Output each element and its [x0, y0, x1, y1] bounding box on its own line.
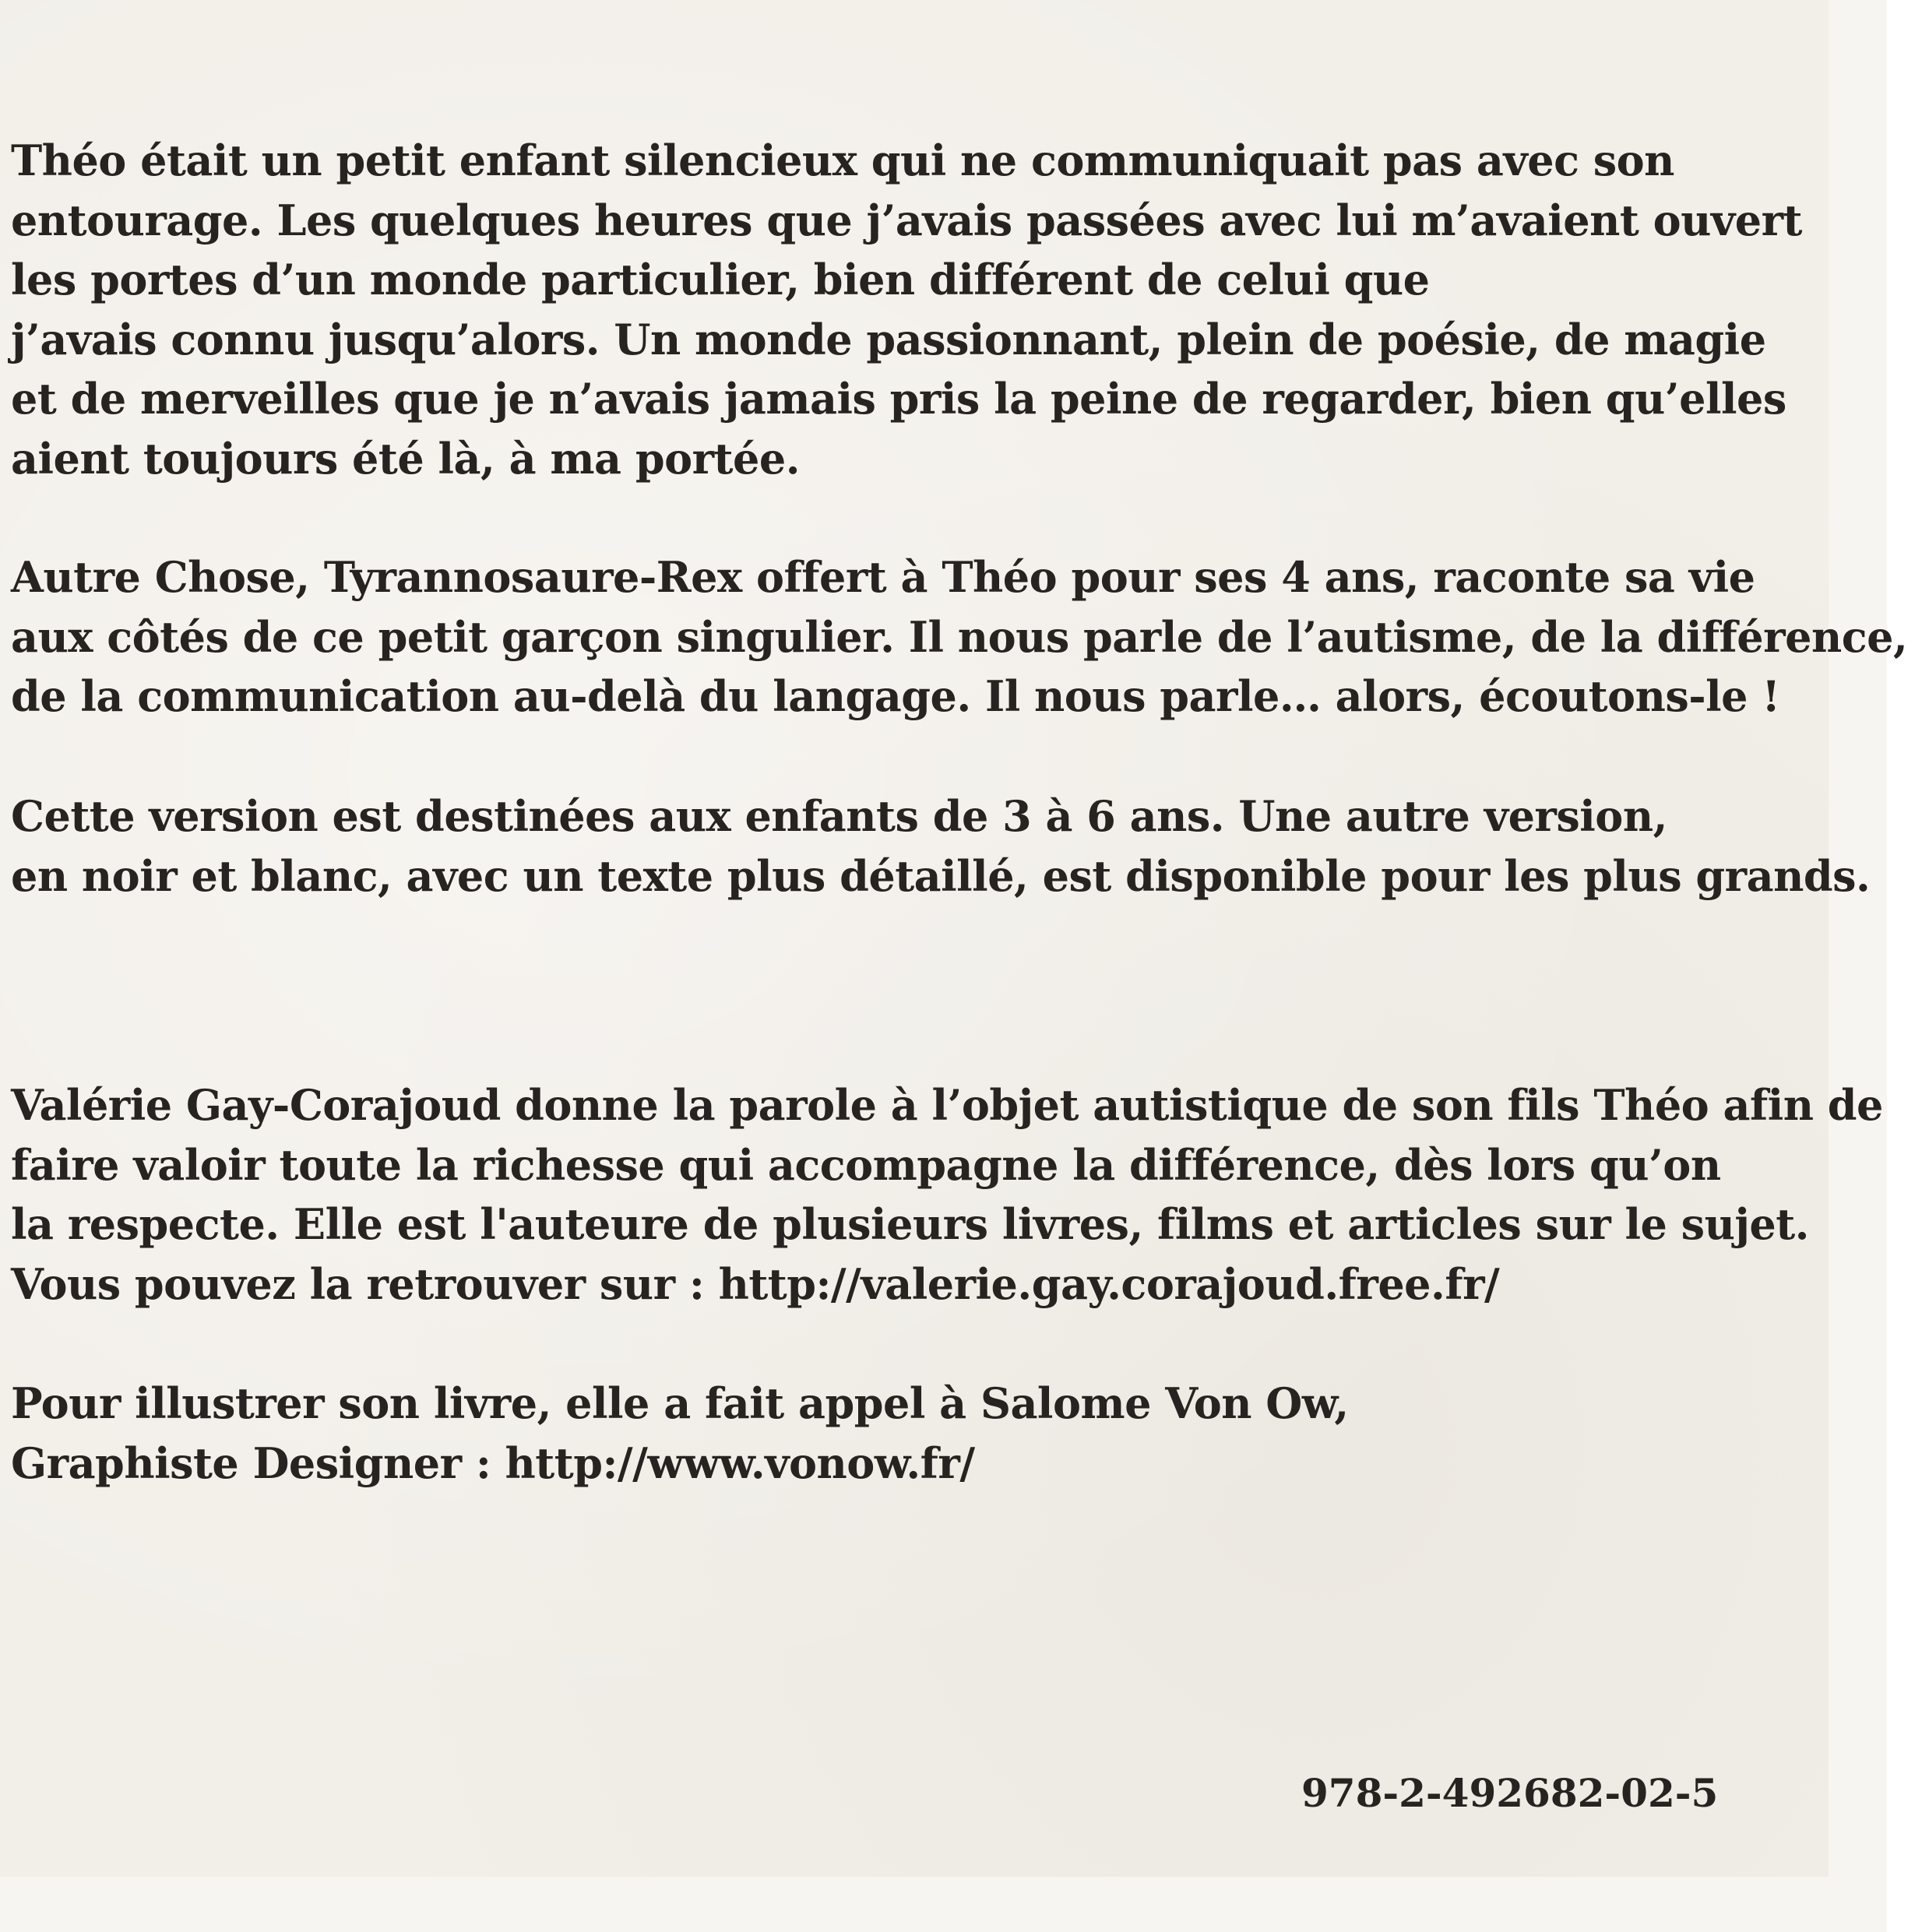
author-paragraph-illustrator: Pour illustrer son livre, elle a fait appel à Salome Von Ow, Graphiste Designer : http://www.vonow.fr/: [11, 1378, 1349, 1488]
blurb-paragraph-age-version: Cette version est destinées aux enfants de 3 à 6 ans. Une autre version, en noir et blanc, avec un texte plus détaillé, est disponible pour les plus grands.: [11, 791, 1871, 901]
author-paragraph-bio: Valérie Gay-Corajoud donne la parole à l’objet autistique de son fils Théo afin de faire valoir toute la richesse qui accompagne la différence, dès lors qu’on la respecte. Elle est l'auteure de plusieurs livres, films et articles sur le sujet. Vous pouvez la retrouver sur : http://valerie.gay.corajoud.free.fr/: [11, 1080, 1883, 1309]
page-edge-right: [1829, 0, 1887, 1932]
blurb-paragraph-story-intro: Théo était un petit enfant silencieux qui ne communiquait pas avec son entourage. Les quelques heures que j’avais passées avec lui m’avaient ouvert les portes d’un monde particulier, bien différent de celui que j’avais connu jusqu’alors. Un monde passionnant, plein de poésie, de magie et de merveilles que je n’avais jamais pris la peine de regarder, bien qu’elles aient toujours été là, à ma portée.: [11, 135, 1802, 484]
blurb-paragraph-book-summary: Autre Chose, Tyrannosaure-Rex offert à Théo pour ses 4 ans, raconte sa vie aux côtés de ce petit garçon singulier. Il nous parle de l’autisme, de la différence, de la communication au-delà du langage. Il nous parle… alors, écoutons-le !: [11, 552, 1908, 721]
page-edge-bottom: [0, 1877, 1887, 1932]
isbn-number: 978-2-492682-02-5: [1301, 1770, 1719, 1816]
